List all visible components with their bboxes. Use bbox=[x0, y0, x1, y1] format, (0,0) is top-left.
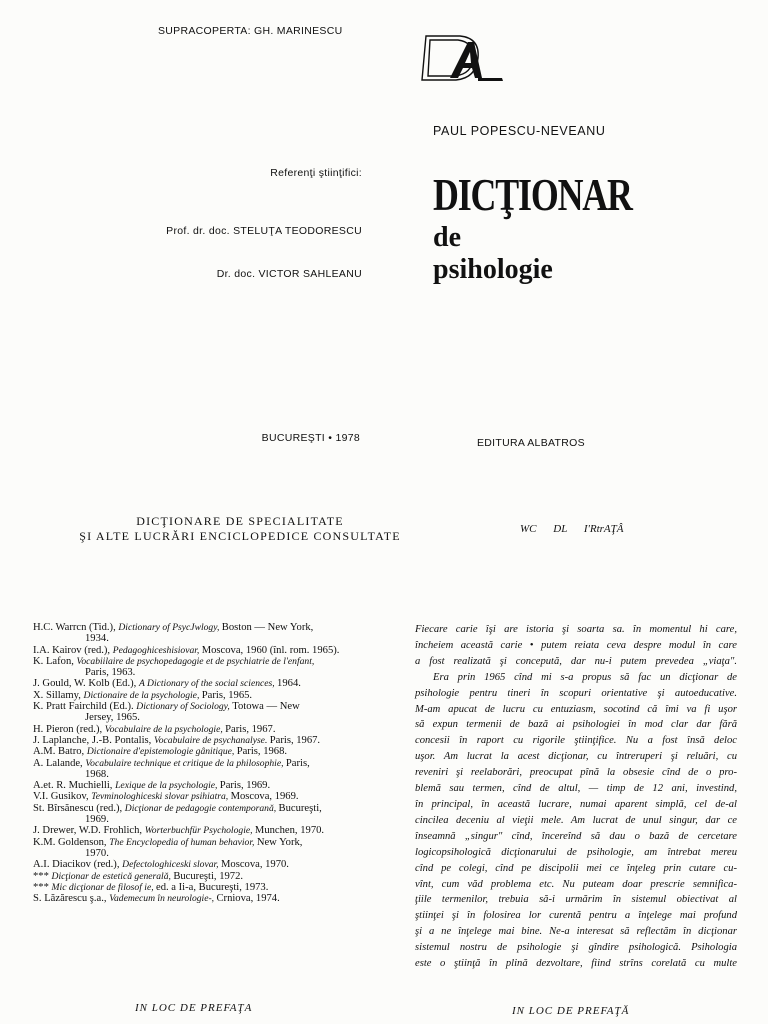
entry-authors: I.A. Kairov (red.), bbox=[33, 644, 113, 656]
entry-publication: ed. a Ii-a, Bucureşti, 1973. bbox=[156, 881, 269, 893]
bibliography-entry bbox=[33, 780, 363, 791]
bibliography-heading-line-1: DICŢIONARE DE SPECIALITATE bbox=[136, 514, 344, 528]
book-subtitle-de: de bbox=[433, 222, 461, 253]
entry-publication: Moscova, 1970. bbox=[220, 859, 289, 871]
entry-title: Vocabiilaire de psychopedagogie et de psychiatrie de l'enfant, bbox=[76, 655, 315, 667]
preface-line: logicopsihologică dicţionarului de psihologie, am întrebat mereu bbox=[415, 846, 737, 858]
entry-authors: A.et. R. Muchielli, bbox=[33, 780, 116, 792]
preface-line: psihologie pentru tineri în scopuri orientative şi autoeducative. bbox=[415, 687, 737, 699]
preface-line: încheiem această carie • putem reiata ceva despre modul în care bbox=[415, 639, 737, 651]
entry-publication: Bucureşti, 1972. bbox=[173, 870, 244, 882]
entry-title: Vocabulaire technique et critique de la philosophie, bbox=[85, 757, 286, 769]
entry-publication: Bucureşti, bbox=[278, 802, 322, 814]
bibliography-entry bbox=[33, 803, 363, 826]
entry-publication: Boston — New York, bbox=[221, 622, 314, 633]
entry-publication: Moscova, 1960 (înl. rom. 1965). bbox=[201, 644, 340, 656]
entry-title: Worterbuchfür Psychologie, bbox=[144, 825, 255, 837]
left-footer: IN LOC DE PREFAŢA bbox=[135, 1002, 253, 1014]
preface-text bbox=[415, 622, 737, 972]
book-subtitle-psihologie: psihologie bbox=[433, 254, 553, 285]
cover-credit: SUPRACOPERTA: GH. MARINESCU bbox=[158, 25, 343, 37]
entry-authors: K. Pratt Fairchild (Ed.). bbox=[33, 701, 137, 713]
bibliography-entry bbox=[33, 893, 363, 904]
bibliography-entry bbox=[33, 859, 363, 870]
entry-continuation: 1968. bbox=[85, 768, 109, 780]
entry-authors: V.I. Gusikov, bbox=[33, 791, 92, 803]
entry-title: Tevminologhiceski slovar psihiatra, bbox=[91, 791, 231, 803]
entry-title: A Dictionary of the social sciences, bbox=[138, 678, 278, 690]
entry-publication: Paris, 1965. bbox=[201, 689, 253, 701]
referees-label: Referenţi ştiinţifici: bbox=[270, 167, 362, 179]
preface-line: Fiecare carie îşi are istoria şi soarta sa. în momentul hi care, bbox=[415, 624, 737, 635]
preface-line: cînd pe colegi, cînd pe discipolii mei ce înţeleg prin cutare cu- bbox=[415, 862, 737, 874]
preface-line: şi a ne înţelege mai bine. Ne-a interesat să reflectăm în dicţionar bbox=[415, 926, 737, 938]
bibliography-entry bbox=[33, 825, 363, 836]
preface-line: ţiile termenilor, trebuia să-i urmărim în sistemul obiectivat al bbox=[415, 894, 737, 906]
bibliography-entry bbox=[33, 656, 363, 679]
preface-line: concesii în raport cu rigorile ştiinţifice. Nu a fost însă deloc bbox=[415, 735, 737, 747]
entry-authors: X. Sillamy, bbox=[33, 689, 84, 701]
preface-line: vînt, cum văd problema etc. Nu puteam doar prescrie semnifica- bbox=[415, 878, 737, 890]
entry-title: Vocabulaire de la psychologie, bbox=[104, 723, 226, 735]
bibliography-entry bbox=[33, 645, 363, 656]
entry-authors: S. Lăzărescu ş.a., bbox=[33, 893, 110, 905]
entry-authors: *** bbox=[33, 870, 52, 882]
entry-authors: J. Gould, W. Kolb (Ed.), bbox=[33, 678, 139, 690]
entry-continuation: Paris, 1963. bbox=[85, 667, 136, 679]
entry-title: Vocabulaire de psychanalyse. bbox=[153, 734, 270, 746]
preface-line: sistemul nostru de psihologie şi gîndire psihologică. Psihologia bbox=[415, 942, 737, 954]
book-title: DICŢIONAR bbox=[433, 169, 632, 220]
entry-authors: A. Lalande, bbox=[33, 757, 86, 769]
entry-publication: Paris, 1967. bbox=[269, 734, 321, 746]
entry-title: Lexique de la psychologie, bbox=[115, 780, 220, 792]
entry-title: Dictionary of PsycJwlogy, bbox=[118, 622, 222, 633]
entry-continuation: Jersey, 1965. bbox=[85, 712, 140, 724]
preface-line: Era prin 1965 cînd mi s-a propus să fac un dicţionar de bbox=[433, 671, 737, 683]
entry-publication: Paris, 1969. bbox=[219, 780, 271, 792]
entry-authors: A.M. Batro, bbox=[33, 746, 87, 758]
bibliography-list bbox=[33, 622, 363, 904]
entry-publication: Paris, 1967. bbox=[225, 723, 276, 735]
bibliography-entry bbox=[33, 701, 363, 724]
entry-publication: 1964. bbox=[277, 678, 301, 690]
entry-publication: New York, bbox=[256, 836, 303, 848]
bibliography-entry bbox=[33, 678, 363, 689]
entry-publication: Paris, 1968. bbox=[236, 746, 288, 758]
preface-line: a fost realizată şi concepută, dar nu-i putem prevedea „viaţa". bbox=[415, 655, 737, 667]
entry-publication: Munchen, 1970. bbox=[254, 825, 325, 837]
entry-title: Dictionaire d'epistemologie gânitique, bbox=[86, 746, 237, 758]
entry-publication: Crniova, 1974. bbox=[216, 893, 280, 905]
entry-title: The Encyclopedia of human behavior, bbox=[109, 836, 257, 848]
bibliography-entry bbox=[33, 837, 363, 860]
entry-continuation: 1934. bbox=[85, 633, 109, 645]
entry-authors: H. Pieron (red.), bbox=[33, 723, 105, 735]
preface-line: ştiinţei şi în folosirea lor curentă pentru a înţelege mai profund bbox=[415, 910, 737, 922]
bibliography-entry bbox=[33, 871, 363, 882]
bibliography-entry bbox=[33, 724, 363, 735]
publisher-name: EDITURA ALBATROS bbox=[477, 437, 585, 449]
bibliography-heading-line-2: ŞI ALTE LUCRĂRI ENCICLOPEDICE CONSULTATE bbox=[79, 529, 401, 543]
preface-line: înseamnă „singur" cînd, încereînd să dau o bază de cercetare bbox=[415, 830, 737, 842]
right-footer: IN LOC DE PREFAŢĂ bbox=[512, 1005, 630, 1017]
entry-authors: J. Drewer, W.D. Frohlich, bbox=[33, 825, 145, 837]
entry-title: Dicţionar de estetică generală, bbox=[51, 870, 174, 882]
entry-title: Dicţionar de pedagogie contemporană, bbox=[124, 802, 279, 814]
bibliography-entry bbox=[33, 791, 363, 802]
bibliography-entry bbox=[33, 882, 363, 893]
place-year: BUCUREŞTI • 1978 bbox=[261, 432, 360, 444]
entry-continuation: 1970. bbox=[85, 847, 109, 859]
bibliography-entry bbox=[33, 622, 363, 645]
entry-authors: K.M. Goldenson, bbox=[33, 836, 110, 848]
preface-line: în principal, în această lucrare, numai aparent simplă, cel de-al bbox=[415, 798, 737, 810]
preface-line: blemă sau termen, cînd de altul, — timp de 12 ani, investind, bbox=[415, 783, 737, 795]
entry-authors: H.C. Warrcn (Tid.), bbox=[33, 622, 119, 633]
entry-publication: Paris, bbox=[285, 757, 310, 769]
entry-title: Dictionary of Sociology, bbox=[136, 701, 233, 713]
entry-publication: Totowa — New bbox=[232, 701, 300, 713]
publisher-logo bbox=[420, 30, 505, 86]
entry-publication: Moscova, 1969. bbox=[230, 791, 299, 803]
preface-line: reveniri şi reelaborări, preocupat pînă la obsesie cînd de o pro- bbox=[415, 767, 737, 779]
entry-authors: *** bbox=[33, 881, 52, 893]
preface-heading: WC DL I'RtrAŢÂ bbox=[520, 523, 624, 535]
entry-authors: St. Bîrsănescu (red.), bbox=[33, 802, 125, 814]
preface-line: este o ştiinţă în plină dezvoltare, fiind strîns corelată cu multe bbox=[415, 958, 737, 970]
entry-authors: K. Lafon, bbox=[33, 655, 77, 667]
bibliography-entry bbox=[33, 735, 363, 746]
preface-line: cincilea deceniu al vieţii mele. Am lucrat de unul singur, dar ce bbox=[415, 814, 737, 826]
bibliography-entry bbox=[33, 690, 363, 701]
entry-title: Pedagoghiceshisiovar, bbox=[112, 644, 202, 656]
referee-1: Prof. dr. doc. STELUŢA TEODORESCU bbox=[166, 225, 362, 237]
entry-title: Dictionaire de la psychologie, bbox=[83, 689, 202, 701]
bibliography-entry bbox=[33, 758, 363, 781]
entry-continuation: 1969. bbox=[85, 814, 109, 826]
entry-title: Defectologhiceski slovar, bbox=[122, 859, 221, 871]
preface-line: uşor. Am lucrat la acest dicţionar, cu întreruperi şi reluări, cu bbox=[415, 751, 737, 763]
author-name: PAUL POPESCU-NEVEANU bbox=[433, 124, 606, 138]
preface-line: M-am apucat de lucru cu entuziasm, socotind că îmi va fi uşor bbox=[415, 703, 737, 715]
entry-authors: J. Laplanche, J.-B. Pontalis, bbox=[33, 734, 154, 746]
entry-title: Mic dicţionar de filosof ie, bbox=[51, 881, 156, 893]
bibliography-heading bbox=[60, 514, 420, 544]
entry-authors: A.I. Diacikov (red.), bbox=[33, 859, 123, 871]
referee-2: Dr. doc. VICTOR SAHLEANU bbox=[216, 268, 362, 280]
bibliography-entry bbox=[33, 746, 363, 757]
entry-title: Vademecum în neurologie-, bbox=[109, 893, 217, 905]
preface-line: să expun termenii de bază ai psihologiei în mod clar dar fără bbox=[415, 719, 737, 731]
